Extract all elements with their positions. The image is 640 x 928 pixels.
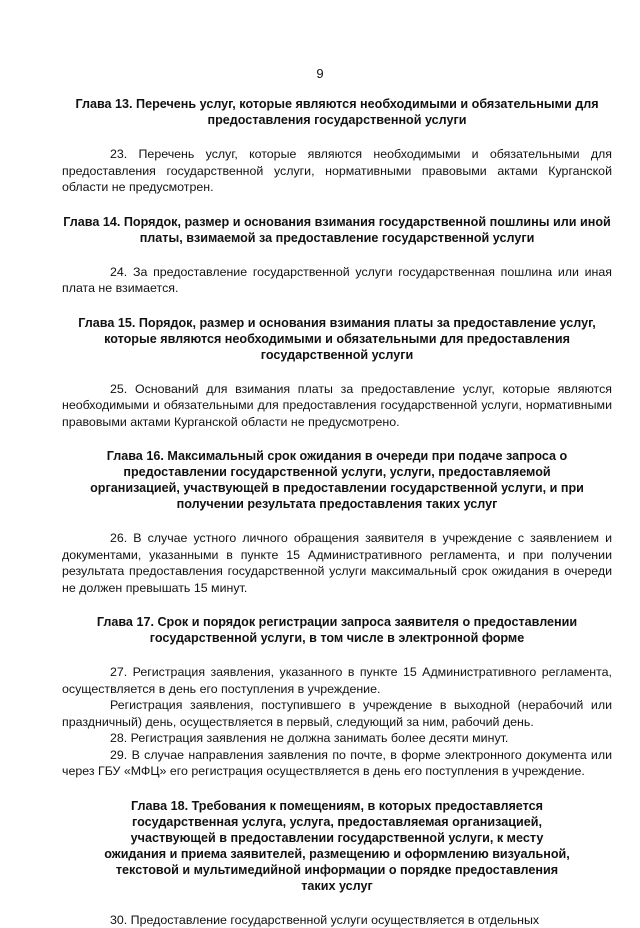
chapter-14-heading: Глава 14. Порядок, размер и основания взимания государственной пошлины или иной платы, взимаемой за предоставление государственной услуги [62, 214, 612, 246]
paragraph-28: 28. Регистрация заявления не должна занимать более десяти минут. [62, 730, 612, 747]
chapter-17-heading: Глава 17. Срок и порядок регистрации запроса заявителя о предоставлении государственной услуги, в том числе в электронной форме [62, 614, 612, 646]
paragraph-23: 23. Перечень услуг, которые являются необходимыми и обязательными для предоставления государственной услуги, нормативными правовыми актами Курганской области не предусмотрен. [62, 146, 612, 196]
paragraph-24: 24. За предоставление государственной услуги государственная пошлина или иная плата не взимается. [62, 264, 612, 297]
paragraph-27: 27. Регистрация заявления, указанного в пункте 15 Административного регламента, осуществляется в день его поступления в учреждение. [62, 664, 612, 697]
page-number: 9 [0, 66, 640, 81]
paragraph-26: 26. В случае устного личного обращения заявителя в учреждение с заявлением и документами, указанными в пункте 15 Административного регламента, и при получении результата предоставления государственной услуги максимальный срок ожидания в очереди не должен превышать 15 минут. [62, 530, 612, 596]
paragraph-27-registration: Регистрация заявления, поступившего в учреждение в выходной (нерабочий или праздничный) день, осуществляется в первый, следующий за ним, рабочий день. [62, 697, 612, 730]
chapter-13-heading: Глава 13. Перечень услуг, которые являются необходимыми и обязательными для предоставления государственной услуги [62, 96, 612, 128]
paragraph-29: 29. В случае направления заявления по почте, в форме электронного документа или через ГБУ «МФЦ» его регистрация осуществляется в день его поступления в учреждение. [62, 747, 612, 780]
chapter-15-heading: Глава 15. Порядок, размер и основания взимания платы за предоставление услуг, которые являются необходимыми и обязательными для предоставления государственной услуги [62, 315, 612, 363]
paragraph-25: 25. Оснований для взимания платы за предоставление услуг, которые являются необходимыми и обязательными для предоставления государственной услуги, нормативными правовыми актами Курганской области не предусмотрено. [62, 381, 612, 431]
chapter-16-heading: Глава 16. Максимальный срок ожидания в очереди при подаче запроса о предоставлении государственной услуги, услуги, предоставляемой организацией, участвующей в предоставлении государственной услуги, и при получении результата предоставления таких услуг [62, 448, 612, 512]
chapter-18-heading: Глава 18. Требования к помещениям, в которых предоставляется государственная услуга, услуга, предоставляемая организацией, участвующей в предоставлении государственной услуги, к месту ожидания и приема заявителей, размещению и оформлению визуальной, текстовой и мультимедийной информации о порядке предоставления таких услуг [62, 798, 612, 894]
paragraph-30: 30. Предоставление государственной услуги осуществляется в отдельных [62, 912, 612, 928]
page-content [62, 96, 612, 928]
